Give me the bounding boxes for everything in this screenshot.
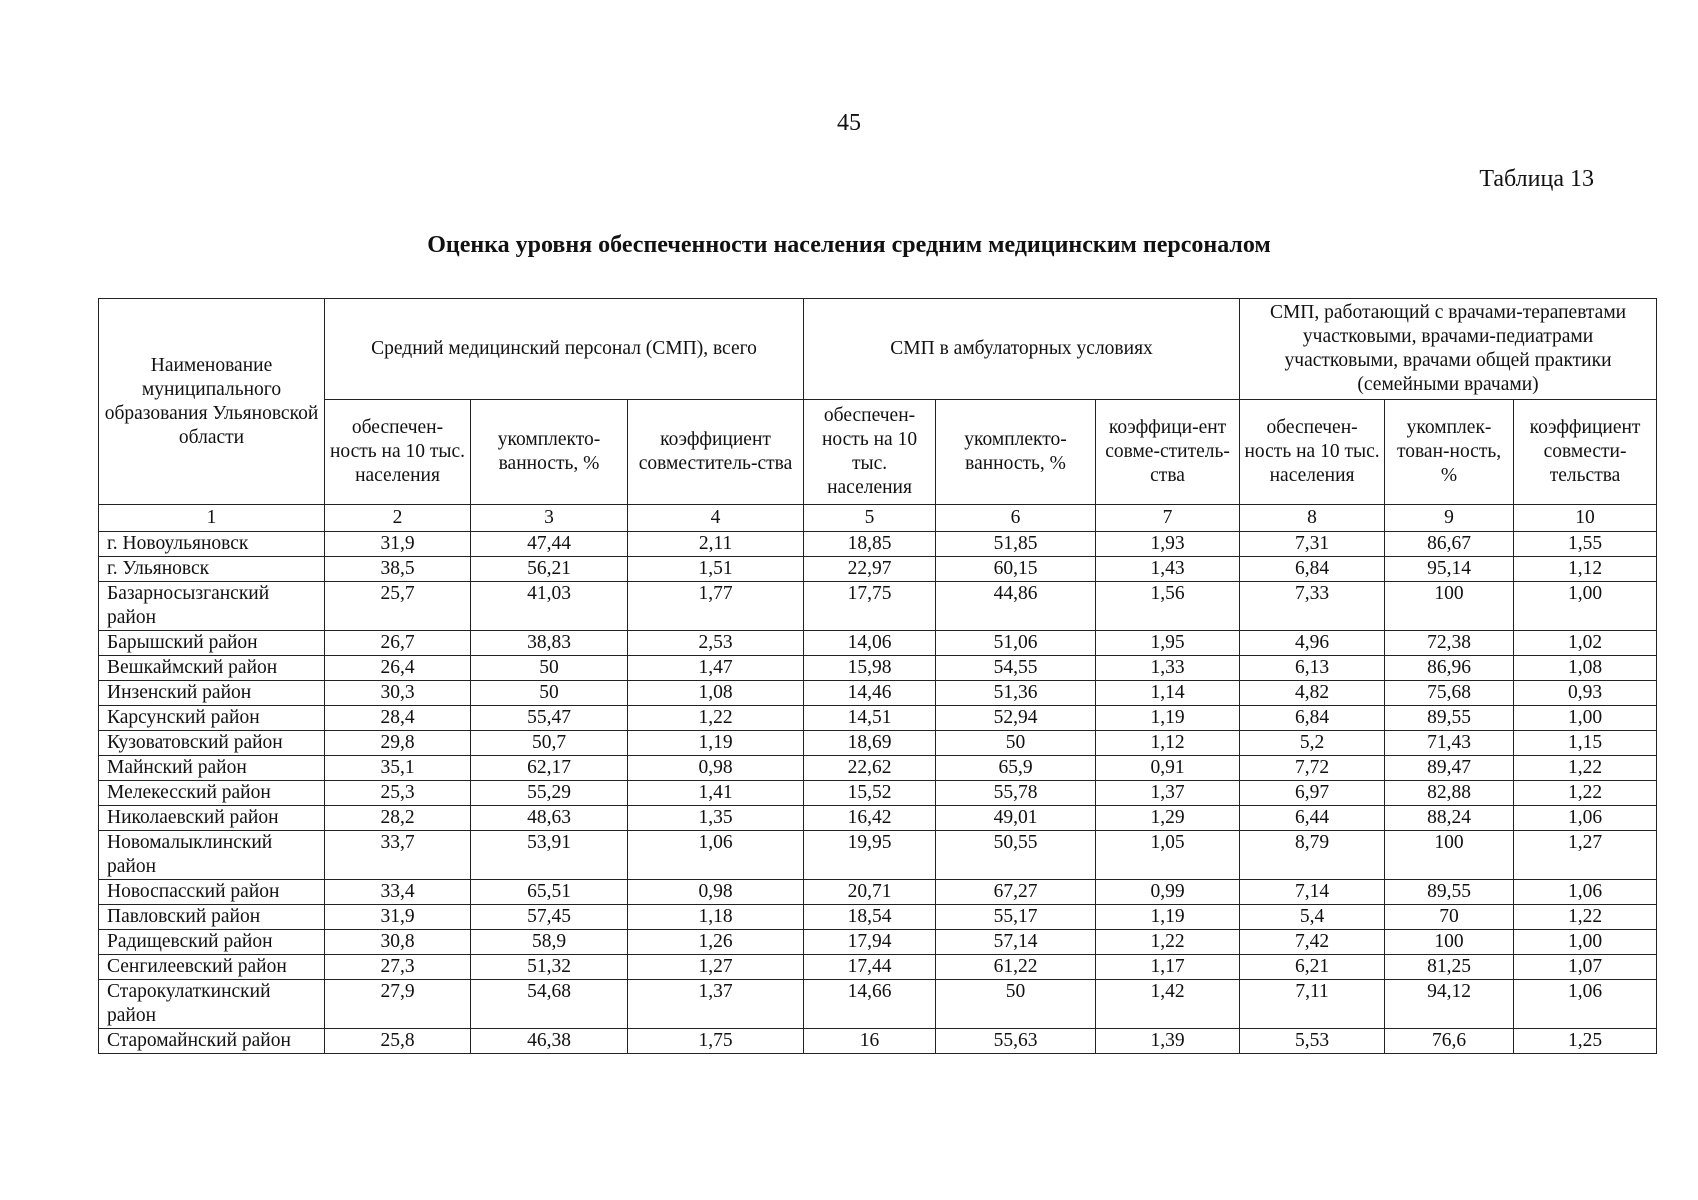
value-cell: 0,91 <box>1096 756 1240 781</box>
value-cell: 7,33 <box>1240 582 1385 631</box>
value-cell: 1,41 <box>628 781 804 806</box>
table-row <box>99 557 1657 582</box>
value-cell: 95,14 <box>1385 557 1514 582</box>
value-cell: 4,96 <box>1240 631 1385 656</box>
municipality-name-cell: Старокулаткинский район <box>99 980 325 1029</box>
value-cell: 53,91 <box>471 831 628 880</box>
municipality-name-cell: Майнский район <box>99 756 325 781</box>
table-row <box>99 631 1657 656</box>
value-cell: 1,55 <box>1514 532 1657 557</box>
municipality-name-cell: Барышский район <box>99 631 325 656</box>
municipality-name-cell: Кузоватовский район <box>99 731 325 756</box>
table-row <box>99 731 1657 756</box>
value-cell: 18,69 <box>804 731 936 756</box>
value-cell: 62,17 <box>471 756 628 781</box>
value-cell: 49,01 <box>936 806 1096 831</box>
value-cell: 57,14 <box>936 930 1096 955</box>
value-cell: 17,75 <box>804 582 936 631</box>
value-cell: 25,8 <box>325 1029 471 1054</box>
table-row <box>99 756 1657 781</box>
value-cell: 51,06 <box>936 631 1096 656</box>
value-cell: 76,6 <box>1385 1029 1514 1054</box>
municipality-header: Наименование муниципального образования Ульяновской области <box>99 299 325 505</box>
value-cell: 1,06 <box>1514 980 1657 1029</box>
value-cell: 25,3 <box>325 781 471 806</box>
column-number: 8 <box>1240 505 1385 532</box>
column-number-row <box>99 505 1657 532</box>
value-cell: 1,42 <box>1096 980 1240 1029</box>
value-cell: 0,99 <box>1096 880 1240 905</box>
subheader-cell: укомплекто-ванность, % <box>471 400 628 505</box>
value-cell: 55,17 <box>936 905 1096 930</box>
group-header-district-doctors: СМП, работающий с врачами-терапевтами участковыми, врачами-педиатрами участковыми, врачами общей практики (семейными врачами) <box>1240 299 1657 400</box>
value-cell: 1,22 <box>1514 781 1657 806</box>
value-cell: 1,75 <box>628 1029 804 1054</box>
value-cell: 14,06 <box>804 631 936 656</box>
value-cell: 1,18 <box>628 905 804 930</box>
municipality-name-cell: Мелекесский район <box>99 781 325 806</box>
value-cell: 88,24 <box>1385 806 1514 831</box>
table-row <box>99 681 1657 706</box>
table-body <box>99 532 1657 1054</box>
value-cell: 61,22 <box>936 955 1096 980</box>
value-cell: 58,9 <box>471 930 628 955</box>
value-cell: 26,4 <box>325 656 471 681</box>
value-cell: 72,38 <box>1385 631 1514 656</box>
value-cell: 17,44 <box>804 955 936 980</box>
value-cell: 75,68 <box>1385 681 1514 706</box>
value-cell: 1,00 <box>1514 582 1657 631</box>
value-cell: 65,51 <box>471 880 628 905</box>
value-cell: 14,46 <box>804 681 936 706</box>
subheader-cell: коэффициент совместитель-ства <box>628 400 804 505</box>
municipality-name-cell: Павловский район <box>99 905 325 930</box>
value-cell: 33,4 <box>325 880 471 905</box>
value-cell: 27,3 <box>325 955 471 980</box>
value-cell: 1,26 <box>628 930 804 955</box>
table-row <box>99 955 1657 980</box>
value-cell: 60,15 <box>936 557 1096 582</box>
column-number: 2 <box>325 505 471 532</box>
value-cell: 15,52 <box>804 781 936 806</box>
column-number: 5 <box>804 505 936 532</box>
value-cell: 30,8 <box>325 930 471 955</box>
value-cell: 82,88 <box>1385 781 1514 806</box>
value-cell: 28,2 <box>325 806 471 831</box>
municipality-name-cell: Новоспасский район <box>99 880 325 905</box>
column-number: 7 <box>1096 505 1240 532</box>
value-cell: 4,82 <box>1240 681 1385 706</box>
value-cell: 55,29 <box>471 781 628 806</box>
value-cell: 6,84 <box>1240 706 1385 731</box>
value-cell: 50 <box>471 656 628 681</box>
value-cell: 1,93 <box>1096 532 1240 557</box>
value-cell: 48,63 <box>471 806 628 831</box>
value-cell: 51,85 <box>936 532 1096 557</box>
value-cell: 67,27 <box>936 880 1096 905</box>
value-cell: 41,03 <box>471 582 628 631</box>
value-cell: 1,47 <box>628 656 804 681</box>
value-cell: 50 <box>936 980 1096 1029</box>
staffing-table <box>98 298 1657 1054</box>
value-cell: 1,08 <box>1514 656 1657 681</box>
value-cell: 31,9 <box>325 905 471 930</box>
subheader-cell: обеспечен-ность на 10 тыс. населения <box>804 400 936 505</box>
value-cell: 1,95 <box>1096 631 1240 656</box>
value-cell: 8,79 <box>1240 831 1385 880</box>
value-cell: 1,37 <box>1096 781 1240 806</box>
value-cell: 1,05 <box>1096 831 1240 880</box>
table-row <box>99 706 1657 731</box>
subheader-row <box>99 400 1657 505</box>
table-row <box>99 980 1657 1029</box>
value-cell: 33,7 <box>325 831 471 880</box>
municipality-name-cell: Старомайнский район <box>99 1029 325 1054</box>
value-cell: 25,7 <box>325 582 471 631</box>
municipality-name-cell: Радищевский район <box>99 930 325 955</box>
value-cell: 5,53 <box>1240 1029 1385 1054</box>
value-cell: 65,9 <box>936 756 1096 781</box>
value-cell: 1,12 <box>1514 557 1657 582</box>
value-cell: 1,37 <box>628 980 804 1029</box>
value-cell: 31,9 <box>325 532 471 557</box>
value-cell: 7,14 <box>1240 880 1385 905</box>
value-cell: 0,93 <box>1514 681 1657 706</box>
value-cell: 14,51 <box>804 706 936 731</box>
municipality-name-cell: Базарносызганский район <box>99 582 325 631</box>
value-cell: 2,11 <box>628 532 804 557</box>
value-cell: 51,32 <box>471 955 628 980</box>
value-cell: 44,86 <box>936 582 1096 631</box>
value-cell: 1,51 <box>628 557 804 582</box>
municipality-name-cell: Сенгилеевский район <box>99 955 325 980</box>
value-cell: 1,06 <box>1514 880 1657 905</box>
value-cell: 6,44 <box>1240 806 1385 831</box>
table-row <box>99 781 1657 806</box>
value-cell: 70 <box>1385 905 1514 930</box>
value-cell: 51,36 <box>936 681 1096 706</box>
value-cell: 1,33 <box>1096 656 1240 681</box>
value-cell: 1,19 <box>1096 905 1240 930</box>
municipality-name-cell: г. Новоульяновск <box>99 532 325 557</box>
value-cell: 1,08 <box>628 681 804 706</box>
subheader-cell: укомплек-тован-ность, % <box>1385 400 1514 505</box>
value-cell: 16,42 <box>804 806 936 831</box>
table-label: Таблица 13 <box>1479 166 1594 192</box>
table-row <box>99 656 1657 681</box>
value-cell: 18,54 <box>804 905 936 930</box>
value-cell: 6,21 <box>1240 955 1385 980</box>
value-cell: 81,25 <box>1385 955 1514 980</box>
subheader-cell: обеспечен-ность на 10 тыс. населения <box>1240 400 1385 505</box>
document-title: Оценка уровня обеспеченности населения средним медицинским персоналом <box>427 232 1271 258</box>
value-cell: 28,4 <box>325 706 471 731</box>
value-cell: 54,68 <box>471 980 628 1029</box>
value-cell: 86,67 <box>1385 532 1514 557</box>
subheader-cell: коэффициент совмести-тельства <box>1514 400 1657 505</box>
value-cell: 1,02 <box>1514 631 1657 656</box>
value-cell: 1,27 <box>628 955 804 980</box>
municipality-name-cell: Новомалыклинский район <box>99 831 325 880</box>
value-cell: 1,35 <box>628 806 804 831</box>
value-cell: 55,78 <box>936 781 1096 806</box>
value-cell: 55,47 <box>471 706 628 731</box>
value-cell: 1,77 <box>628 582 804 631</box>
value-cell: 89,47 <box>1385 756 1514 781</box>
value-cell: 1,06 <box>628 831 804 880</box>
value-cell: 1,56 <box>1096 582 1240 631</box>
value-cell: 6,84 <box>1240 557 1385 582</box>
value-cell: 26,7 <box>325 631 471 656</box>
table-row <box>99 1029 1657 1054</box>
value-cell: 47,44 <box>471 532 628 557</box>
subheader-cell: укомплекто-ванность, % <box>936 400 1096 505</box>
value-cell: 1,27 <box>1514 831 1657 880</box>
value-cell: 1,22 <box>1096 930 1240 955</box>
value-cell: 1,15 <box>1514 731 1657 756</box>
subheader-cell: коэффици-ент совме-ститель-ства <box>1096 400 1240 505</box>
municipality-name-cell: Вешкаймский район <box>99 656 325 681</box>
value-cell: 50 <box>471 681 628 706</box>
group-header-outpatient: СМП в амбулаторных условиях <box>804 299 1240 400</box>
municipality-name-cell: г. Ульяновск <box>99 557 325 582</box>
value-cell: 50,55 <box>936 831 1096 880</box>
value-cell: 0,98 <box>628 756 804 781</box>
group-header-total: Средний медицинский персонал (СМП), всего <box>325 299 804 400</box>
value-cell: 7,72 <box>1240 756 1385 781</box>
value-cell: 50,7 <box>471 731 628 756</box>
column-number: 4 <box>628 505 804 532</box>
value-cell: 52,94 <box>936 706 1096 731</box>
value-cell: 1,29 <box>1096 806 1240 831</box>
page-number: 45 <box>837 110 861 136</box>
value-cell: 86,96 <box>1385 656 1514 681</box>
table-row <box>99 831 1657 880</box>
value-cell: 1,07 <box>1514 955 1657 980</box>
value-cell: 1,39 <box>1096 1029 1240 1054</box>
table-row <box>99 532 1657 557</box>
value-cell: 1,19 <box>628 731 804 756</box>
value-cell: 1,22 <box>1514 756 1657 781</box>
value-cell: 57,45 <box>471 905 628 930</box>
value-cell: 50 <box>936 731 1096 756</box>
value-cell: 5,2 <box>1240 731 1385 756</box>
value-cell: 1,14 <box>1096 681 1240 706</box>
value-cell: 7,11 <box>1240 980 1385 1029</box>
column-number: 10 <box>1514 505 1657 532</box>
value-cell: 46,38 <box>471 1029 628 1054</box>
value-cell: 1,17 <box>1096 955 1240 980</box>
value-cell: 1,06 <box>1514 806 1657 831</box>
value-cell: 100 <box>1385 930 1514 955</box>
table-row <box>99 880 1657 905</box>
subheader-cell: обеспечен-ность на 10 тыс. населения <box>325 400 471 505</box>
value-cell: 7,31 <box>1240 532 1385 557</box>
value-cell: 94,12 <box>1385 980 1514 1029</box>
column-number: 6 <box>936 505 1096 532</box>
value-cell: 15,98 <box>804 656 936 681</box>
value-cell: 1,00 <box>1514 930 1657 955</box>
value-cell: 5,4 <box>1240 905 1385 930</box>
value-cell: 1,25 <box>1514 1029 1657 1054</box>
value-cell: 1,00 <box>1514 706 1657 731</box>
municipality-name-cell: Карсунский район <box>99 706 325 731</box>
value-cell: 89,55 <box>1385 706 1514 731</box>
value-cell: 30,3 <box>325 681 471 706</box>
municipality-name-cell: Николаевский район <box>99 806 325 831</box>
value-cell: 55,63 <box>936 1029 1096 1054</box>
table-row <box>99 905 1657 930</box>
value-cell: 0,98 <box>628 880 804 905</box>
value-cell: 17,94 <box>804 930 936 955</box>
value-cell: 1,22 <box>628 706 804 731</box>
value-cell: 2,53 <box>628 631 804 656</box>
table-row <box>99 582 1657 631</box>
value-cell: 7,42 <box>1240 930 1385 955</box>
municipality-name-cell: Инзенский район <box>99 681 325 706</box>
value-cell: 38,83 <box>471 631 628 656</box>
value-cell: 1,43 <box>1096 557 1240 582</box>
value-cell: 100 <box>1385 582 1514 631</box>
column-number: 3 <box>471 505 628 532</box>
value-cell: 35,1 <box>325 756 471 781</box>
group-header-row <box>99 299 1657 400</box>
value-cell: 1,19 <box>1096 706 1240 731</box>
value-cell: 100 <box>1385 831 1514 880</box>
column-number: 9 <box>1385 505 1514 532</box>
value-cell: 89,55 <box>1385 880 1514 905</box>
value-cell: 18,85 <box>804 532 936 557</box>
column-number: 1 <box>99 505 325 532</box>
value-cell: 1,12 <box>1096 731 1240 756</box>
value-cell: 22,97 <box>804 557 936 582</box>
value-cell: 19,95 <box>804 831 936 880</box>
value-cell: 29,8 <box>325 731 471 756</box>
table-row <box>99 806 1657 831</box>
value-cell: 6,13 <box>1240 656 1385 681</box>
value-cell: 27,9 <box>325 980 471 1029</box>
value-cell: 14,66 <box>804 980 936 1029</box>
value-cell: 20,71 <box>804 880 936 905</box>
value-cell: 1,22 <box>1514 905 1657 930</box>
value-cell: 6,97 <box>1240 781 1385 806</box>
table-row <box>99 930 1657 955</box>
value-cell: 71,43 <box>1385 731 1514 756</box>
value-cell: 54,55 <box>936 656 1096 681</box>
value-cell: 56,21 <box>471 557 628 582</box>
value-cell: 16 <box>804 1029 936 1054</box>
value-cell: 22,62 <box>804 756 936 781</box>
value-cell: 38,5 <box>325 557 471 582</box>
